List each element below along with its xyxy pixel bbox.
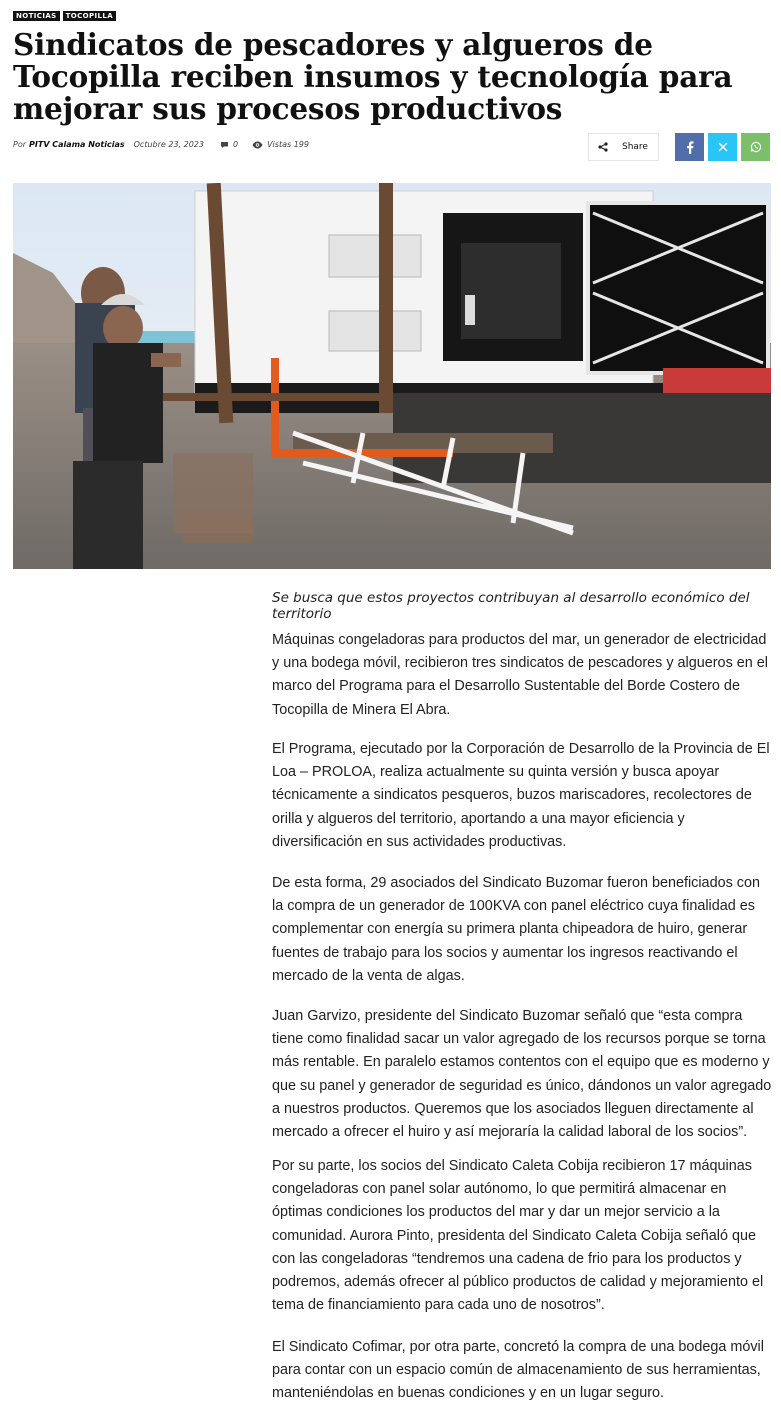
article-title: Sindicatos de pescadores y algueros de Tocopilla reciben insumos y tecnología para mejorar sus procesos productivos: [13, 27, 733, 126]
author-link[interactable]: PITV Calama Noticias: [29, 140, 125, 149]
whatsapp-share-button[interactable]: [741, 133, 770, 161]
article-meta: [13, 140, 309, 149]
x-twitter-icon: [718, 142, 728, 152]
share-icon: [598, 142, 608, 152]
whatsapp-icon: [750, 141, 762, 153]
comments-count: 0: [232, 140, 239, 149]
article-paragraph: El Programa, ejecutado por la Corporación de Desarrollo de la Provincia de El Loa – PROLOA, realiza actualmente su quinta versión y busca apoyar técnicamente a sindicatos pesqueros, buzos mariscadores, recolectores de orilla y algueros del territorio, aportando a una mayor eficiencia y diversificación en sus actividades productivas.: [272, 741, 770, 850]
article-hero-image: [13, 183, 771, 569]
article-paragraph: El Sindicato Cofimar, por otra parte, concretó la compra de una bodega móvil para contar con un espacio común de almacenamiento de sus herramientas, manteniéndolas en buenas condiciones y en un lugar seguro.: [272, 1339, 764, 1402]
x-share-button[interactable]: [708, 133, 737, 161]
facebook-share-button[interactable]: [675, 133, 704, 161]
eye-icon: [252, 141, 263, 149]
article-paragraph: Por su parte, los socios del Sindicato Caleta Cobija recibieron 17 máquinas congeladoras con panel solar autónomo, lo que permitirá almacenar en óptimas condiciones los productos del mar y dar un mejor servicio a la comunidad. Aurora Pinto, presidenta del Sindicato Caleta Cobija señaló que con las congeladoras “tendremos una cadena de frio para los productos y podremos, además ofrecer al público productos de calidad y mejoramiento el tema de financiamiento para cada uno de nosotros”.: [272, 1158, 764, 1314]
tag-tocopilla[interactable]: TOCOPILLA: [63, 11, 117, 21]
by-label: Por: [13, 140, 27, 149]
article-paragraph: De esta forma, 29 asociados del Sindicato Buzomar fueron beneficiados con la compra de un generador de 100KVA con panel eléctrico cuya finalidad es complementar con energía su primera planta chipeadora de huiro, generar fuentes de trabajo para los socios y aumentar los ingresos reactivando el mercado de la venta de algas.: [272, 875, 760, 984]
share-button[interactable]: [588, 133, 659, 161]
views-label: Vistas 199: [267, 140, 309, 149]
category-tags: [13, 11, 116, 21]
article-paragraph: Juan Garvizo, presidente del Sindicato Buzomar señaló que “esta compra tiene como finalidad sacar un valor agregado de los recursos porque se torna más rentable. En paralelo estamos contentos con el equipo que es moderno y que su panel y generador de seguridad es único, dándonos un valor agregado a nuestros productos. Queremos que los asociados lleguen directamente al mercado a ofrecer el huiro y así mejoraría la calidad laboral de los socios”.: [272, 1008, 772, 1141]
comment-icon: [220, 141, 229, 149]
share-label: Share: [622, 142, 648, 152]
views-counter: [252, 140, 309, 149]
article-paragraph: Máquinas congeladoras para productos del mar, un generador de electricidad y una bodega móvil, recibieron tres sindicatos de pescadores y algueros en el marco del Programa para el Desarrollo Sustentable del Borde Costero de Tocopilla de Minera El Abra.: [272, 632, 768, 718]
tag-noticias[interactable]: NOTICIAS: [13, 11, 60, 21]
facebook-icon: [686, 141, 694, 154]
image-caption: Se busca que estos proyectos contribuyan al desarrollo económico del territorio: [272, 590, 750, 622]
comments-link[interactable]: [220, 140, 238, 149]
publish-date: Octubre 23, 2023: [133, 140, 204, 149]
